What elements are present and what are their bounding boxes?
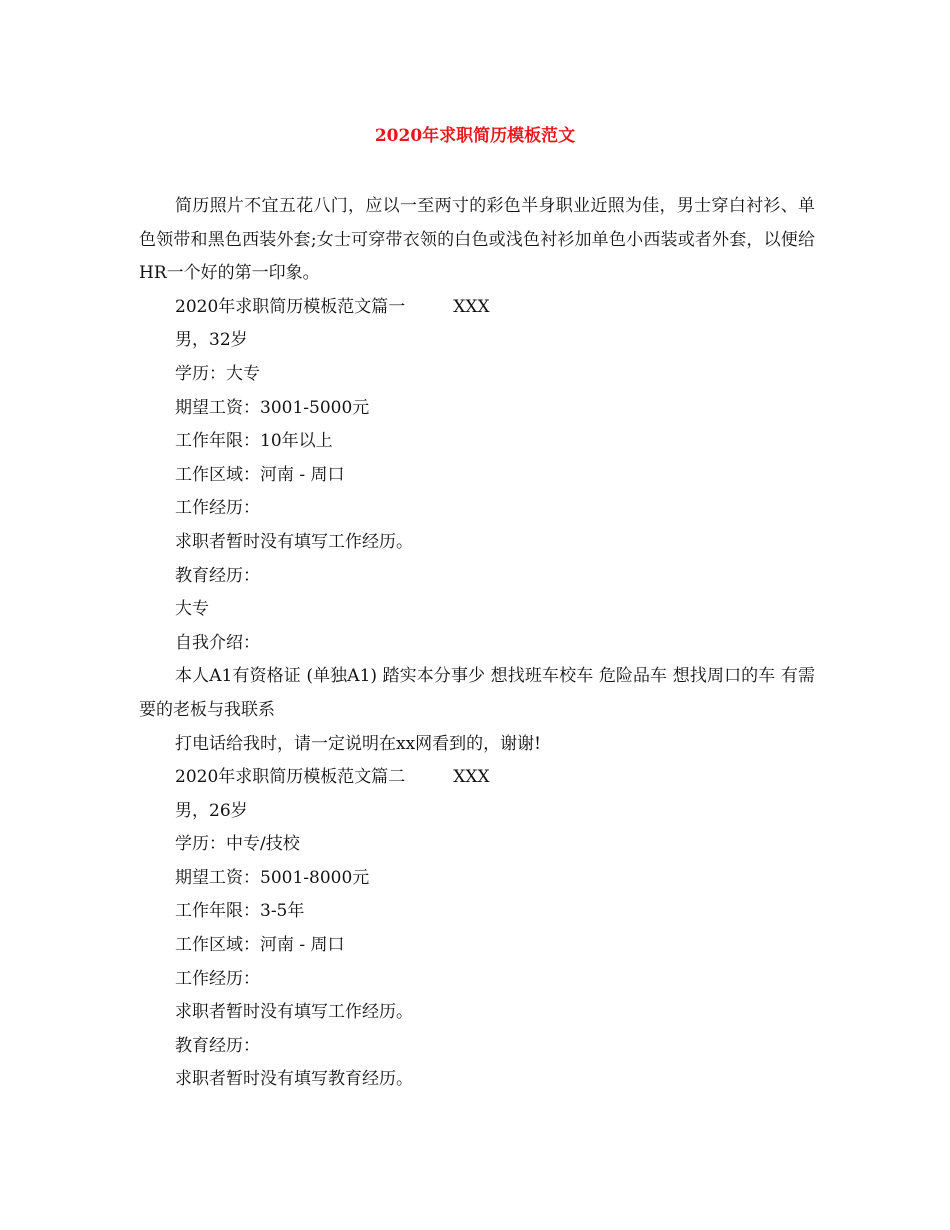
resume1-education: 学历：大专 (175, 363, 260, 384)
resume2-education: 学历：中专/技校 (175, 834, 300, 855)
resume1-self-value: 本人A1有资格证 (单独A1) 踏实本分事少 想找班车校车 危险品车 想找周口的车 有需要的老板与我联系 (139, 666, 815, 720)
resume1-contact: 打电话给我时，请一定说明在xx网看到的，谢谢! (175, 733, 542, 754)
resume1-edu-label: 教育经历： (175, 565, 260, 586)
resume1-self-label: 自我介绍： (175, 632, 260, 653)
resume1-work-label: 工作经历： (175, 498, 260, 519)
resume2-heading: 2020年求职简历模板范文篇二 (175, 767, 406, 788)
resume2-work-value: 求职者暂时没有填写工作经历。 (175, 1002, 413, 1023)
resume1-edu-value: 大专 (175, 599, 209, 620)
resume2-region: 工作区域：河南 - 周口 (175, 935, 345, 956)
resume2-edu-label: 教育经历： (175, 1035, 260, 1056)
resume1-salary: 期望工资：3001-5000元 (175, 397, 370, 418)
resume2-edu-value: 求职者暂时没有填写教育经历。 (175, 1069, 413, 1090)
resume1-heading-line (139, 291, 815, 325)
resume1-name: XXX (453, 296, 490, 317)
resume1-work-value: 求职者暂时没有填写工作经历。 (175, 531, 413, 552)
resume1-gender-age: 男，32岁 (175, 330, 248, 351)
resume1-years: 工作年限：10年以上 (175, 431, 333, 452)
resume2-work-label: 工作经历： (175, 968, 260, 989)
document-body (139, 190, 815, 1097)
resume1-heading: 2020年求职简历模板范文篇一 (175, 296, 406, 317)
resume2-gender-age: 男，26岁 (175, 800, 248, 821)
page-title: 2020年求职简历模板范文 (374, 126, 576, 146)
resume2-heading-line (139, 761, 815, 795)
resume2-salary: 期望工资：5001-8000元 (175, 867, 370, 888)
resume1-region: 工作区域：河南 - 周口 (175, 464, 345, 485)
intro-paragraph: 简历照片不宜五花八门，应以一至两寸的彩色半身职业近照为佳，男士穿白衬衫、单色领带和黑色西装外套;女士可穿带衣领的白色或浅色衬衫加单色小西装或者外套，以便给HR一个好的第一印象。 (139, 196, 815, 284)
resume2-years: 工作年限：3-5年 (175, 901, 305, 922)
resume2-name: XXX (453, 767, 490, 788)
